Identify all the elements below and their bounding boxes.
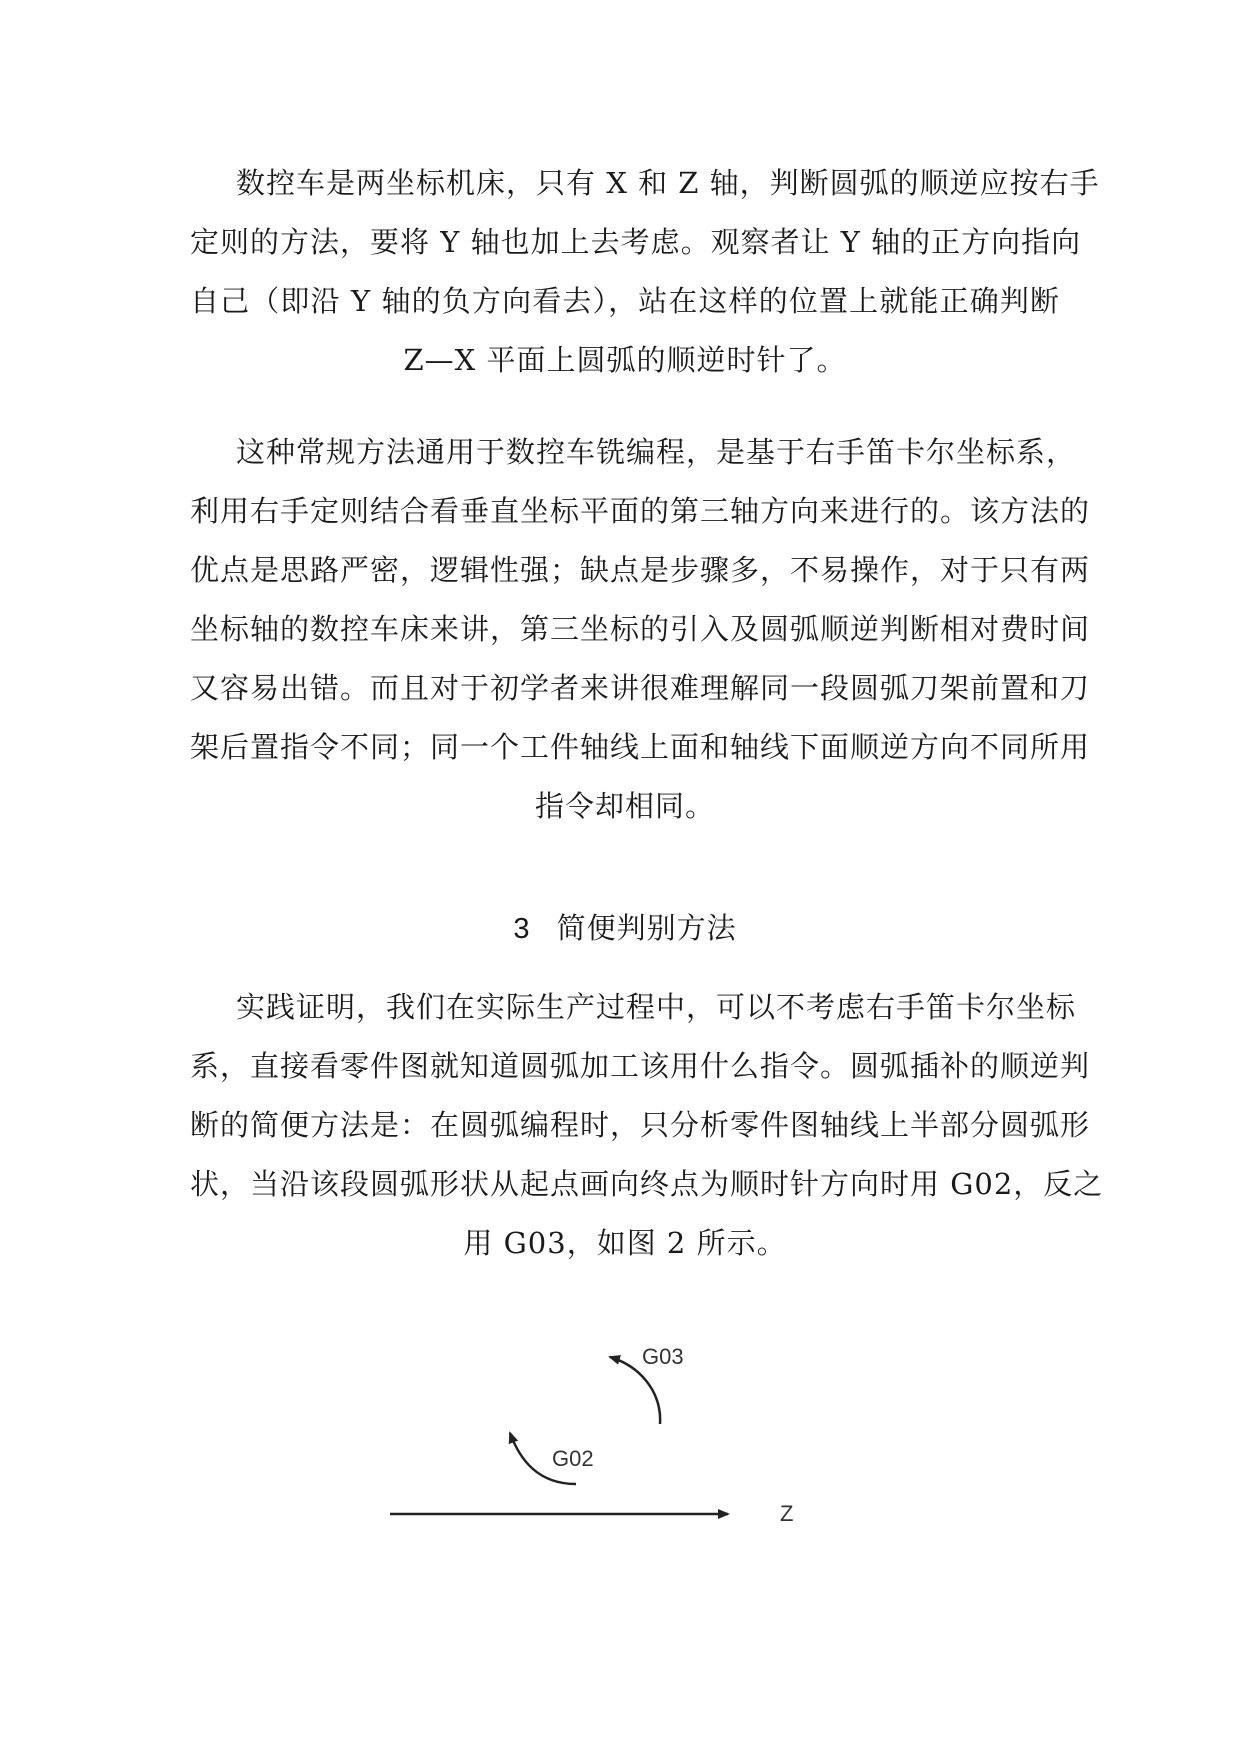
paragraph-line: 自己（即沿 Y 轴的负方向看去），站在这样的位置上就能正确判断: [190, 284, 1060, 318]
paragraph-3: [190, 978, 1104, 1273]
paragraph-line: 坐标轴的数控车床来讲，第三坐标的引入及圆弧顺逆判断相对费时间: [190, 612, 1091, 646]
g02-label: G02: [552, 1446, 594, 1471]
paragraph-line: 架后置指令不同；同一个工件轴线上面和轴线下面顺逆方向不同所用: [190, 730, 1091, 764]
paragraph-line: 这种常规方法通用于数控车铣编程，是基于右手笛卡尔坐标系，: [236, 435, 1077, 469]
z-axis-label: Z: [780, 1501, 794, 1526]
paragraph-2: [190, 423, 1091, 836]
figure-2-arc-direction: [360, 1320, 920, 1560]
paragraph-line: Z—X 平面上圆弧的顺逆时针了。: [403, 343, 847, 377]
g03-label: G03: [642, 1344, 684, 1369]
paragraph-line: 系，直接看零件图就知道圆弧加工该用什么指令。圆弧插补的顺逆判: [190, 1049, 1091, 1083]
paragraph-line: 数控车是两坐标机床，只有 X 和 Z 轴，判断圆弧的顺逆应按右手: [236, 166, 1100, 200]
section-title: 简便判别方法: [556, 911, 737, 945]
paragraph-line: 断的简便方法是：在圆弧编程时，只分析零件图轴线上半部分圆弧形: [190, 1108, 1091, 1142]
paragraph-line: 又容易出错。而且对于初学者来讲很难理解同一段圆弧刀架前置和刀: [190, 671, 1091, 705]
paragraph-1: [190, 154, 1100, 390]
section-heading: [190, 898, 1060, 958]
paragraph-line: 实践证明，我们在实际生产过程中，可以不考虑右手笛卡尔坐标: [236, 990, 1077, 1024]
paragraph-line: 用 G03，如图 2 所示。: [463, 1226, 787, 1260]
section-number: 3: [513, 913, 531, 945]
paragraph-line: 定则的方法，要将 Y 轴也加上去考虑。观察者让 Y 轴的正方向指向: [190, 225, 1082, 259]
paragraph-line: 指令却相同。: [534, 789, 715, 823]
paragraph-line: 优点是思路严密，逻辑性强；缺点是步骤多，不易操作，对于只有两: [190, 553, 1091, 587]
arc-direction-diagram: [360, 1320, 920, 1560]
paragraph-line: 利用右手定则结合看垂直坐标平面的第三轴方向来进行的。该方法的: [190, 494, 1091, 528]
paragraph-line: 状，当沿该段圆弧形状从起点画向终点为顺时针方向时用 G02，反之: [190, 1167, 1104, 1201]
